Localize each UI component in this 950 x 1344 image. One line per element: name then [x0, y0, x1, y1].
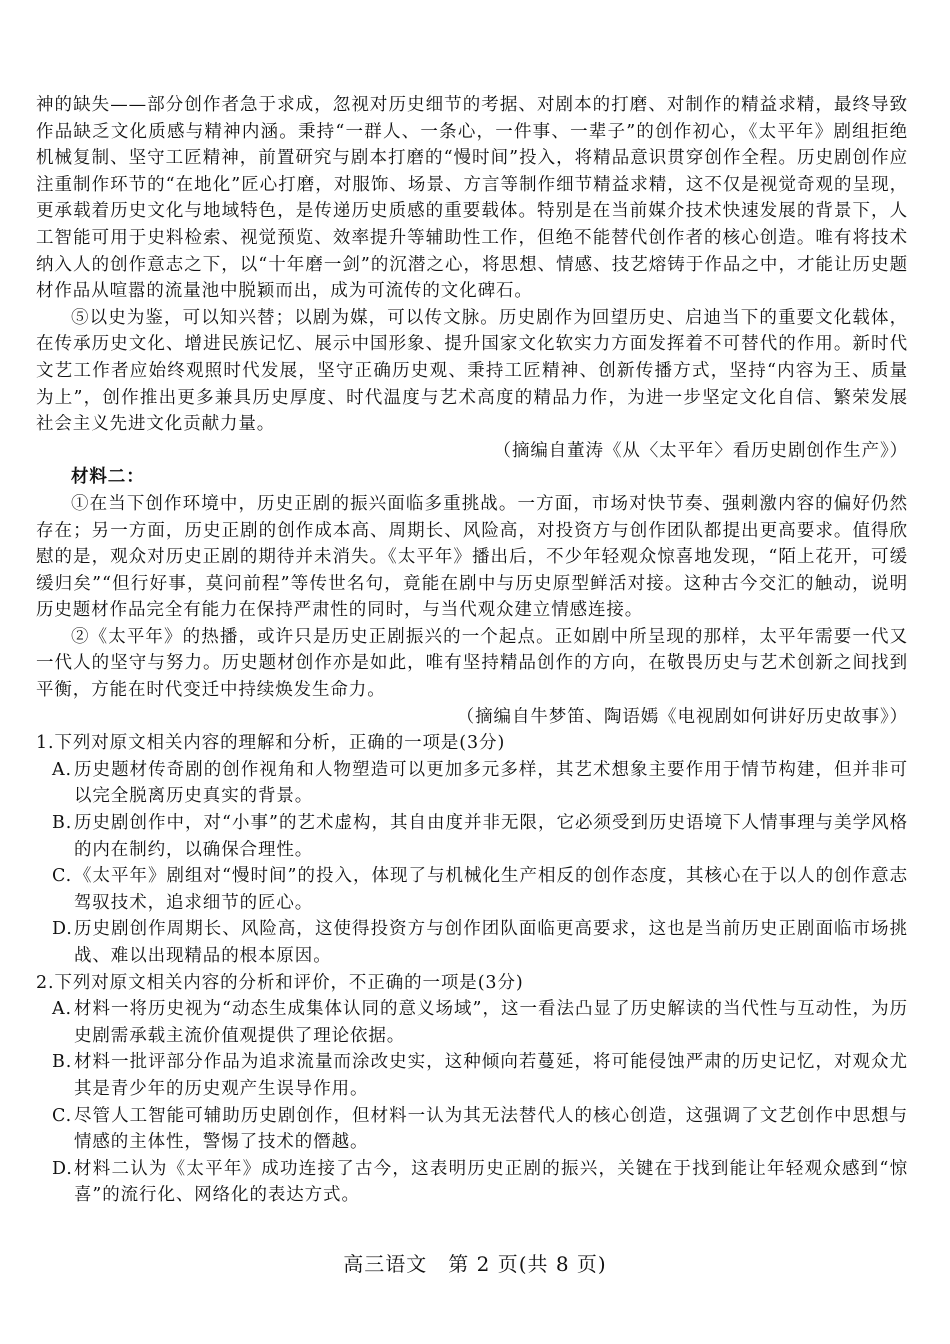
option-text: 历史剧创作周期长、风险高，这使得投资方与创作团队面临更高要求，这也是当前历史正剧面临市场挑战、难以出现精品的根本原因。: [74, 919, 908, 966]
question-options: [36, 757, 908, 970]
option-letter: A.: [52, 759, 73, 780]
option-letter: D.: [52, 1158, 73, 1179]
option-d: [36, 916, 908, 969]
option-c: [36, 863, 908, 916]
paragraph-continuation: 神的缺失——部分创作者急于求成，忽视对历史细节的考据、对剧本的打磨、对制作的精益求精，最终导致作品缺乏文化质感与精神内涵。秉持“一群人、一条心，一件事、一辈子”的创作初心，《太平年》剧组拒绝机械复制、坚守工匠精神，前置研究与剧本打磨的“慢时间”投入，将精品意识贯穿创作全程。历史剧创作应注重制作环节的“在地化”匠心打磨，对服饰、场景、方言等制作细节精益求精，这不仅是视觉奇观的呈现，更承载着历史文化与地域特色，是传递历史质感的重要载体。特别是在当前媒介技术快速发展的背景下，人工智能可用于史料检索、视觉预览、效率提升等辅助性工作，但绝不能替代创作者的核心创造。唯有将技术纳入人的创作意志之下，以“十年磨一剑”的沉潜之心，将思想、情感、技艺熔铸于作品之中，才能让历史题材作品从喧嚣的流量池中脱颖而出，成为可流传的文化碑石。: [36, 95, 908, 302]
question-options: [36, 996, 908, 1209]
option-letter: A.: [52, 999, 73, 1020]
option-b: [36, 1049, 908, 1102]
material-two-heading: 材料二：: [71, 467, 145, 488]
material-one-source: （摘编自董涛《从〈太平年〉看历史剧创作生产》）: [493, 440, 908, 461]
option-text: 材料二认为《太平年》成功连接了古今，这表明历史正剧的振兴，关键在于找到能让年轻观众感到“惊喜”的流行化、网络化的表达方式。: [74, 1158, 908, 1206]
question-1: [36, 730, 908, 969]
option-b: [36, 810, 908, 863]
material-two-paragraph-1: ①在当下创作环境中，历史正剧的振兴面临多重挑战。一方面，市场对快节奏、强刺激内容的偏好仍然存在；另一方面，历史正剧的创作成本高、周期长、风险高，对投资方与创作团队都提出更高要求。值得欣慰的是，观众对历史正剧的期待并未消失。《太平年》播出后，不少年轻观众惊喜地发现，“陌上花开，可缓缓归矣”“但行好事，莫问前程”等传世名句，竟能在剧中与历史原型鲜活对接。这种古今交汇的触动，说明历史题材作品完全有能力在保持严肃性的同时，与当代观众建立情感连接。: [36, 493, 908, 621]
page-footer: 高三语文 第 2 页(共 8 页): [343, 1252, 607, 1276]
option-text: 尽管人工智能可辅助历史剧创作，但材料一认为其无法替代人的核心创造，这强调了文艺创作中思想与情感的主体性，警惕了技术的僭越。: [74, 1105, 908, 1153]
option-a: [36, 996, 908, 1049]
option-text: 材料一批评部分作品为追求流量而涂改史实，这种倾向若蔓延，将可能侵蚀严肃的历史记忆，对观众尤其是青少年的历史观产生误导作用。: [74, 1052, 908, 1099]
option-letter: B.: [52, 813, 73, 834]
question-stem: 1.下列对原文相关内容的理解和分析，正确的一项是(3分): [36, 733, 506, 754]
question-stem: 2.下列对原文相关内容的分析和评价，不正确的一项是(3分): [36, 972, 524, 993]
option-text: 历史题材传奇剧的创作视角和人物塑造可以更加多元多样，其艺术想象主要作用于情节构建，但并非可以完全脱离历史真实的背景。: [74, 759, 908, 807]
option-text: 历史剧创作中，对“小事”的艺术虚构，其自由度并非无限，它必须受到历史语境下人情事理与美学风格的内在制约，以确保合理性。: [74, 813, 908, 860]
option-c: [36, 1103, 908, 1156]
option-letter: C.: [52, 866, 73, 887]
option-text: 《太平年》剧组对“慢时间”的投入，体现了与机械化生产相反的创作态度，其核心在于以人的创作意志驾驭技术，追求细节的匠心。: [74, 866, 908, 913]
question-2: [36, 970, 908, 1209]
option-letter: C.: [52, 1105, 73, 1126]
option-a: [36, 757, 908, 810]
page-content: [36, 92, 908, 1209]
option-text: 材料一将历史视为“动态生成集体认同的意义场域”，这一看法凸显了历史解读的当代性与互动性，为历史剧需承载主流价值观提供了理论依据。: [74, 999, 908, 1046]
option-letter: D.: [52, 919, 73, 940]
option-d: [36, 1156, 908, 1209]
material-two-source: （摘编自牛梦笛、陶语嫣《电视剧如何讲好历史故事》）: [456, 706, 908, 727]
paragraph-5: ⑤以史为鉴，可以知兴替；以剧为媒，可以传文脉。历史剧作为回望历史、启迪当下的重要文化载体，在传承历史文化、增进民族记忆、展示中国形象、提升国家文化软实力方面发挥着不可替代的作用。新时代文艺工作者应始终观照时代发展，坚守正确历史观、秉持工匠精神、创新传播方式，坚持“内容为王、质量为上”，创作推出更多兼具历史厚度、时代温度与艺术高度的精品力作，为进一步坚定文化自信、繁荣发展社会主义先进文化贡献力量。: [36, 307, 908, 435]
material-two-paragraph-2: ②《太平年》的热播，或许只是历史正剧振兴的一个起点。正如剧中所呈现的那样，太平年需要一代又一代人的坚守与努力。历史题材创作亦是如此，唯有坚持精品创作的方向，在敬畏历史与艺术创新之间找到平衡，方能在时代变迁中持续焕发生命力。: [36, 626, 908, 701]
option-letter: B.: [52, 1052, 73, 1073]
